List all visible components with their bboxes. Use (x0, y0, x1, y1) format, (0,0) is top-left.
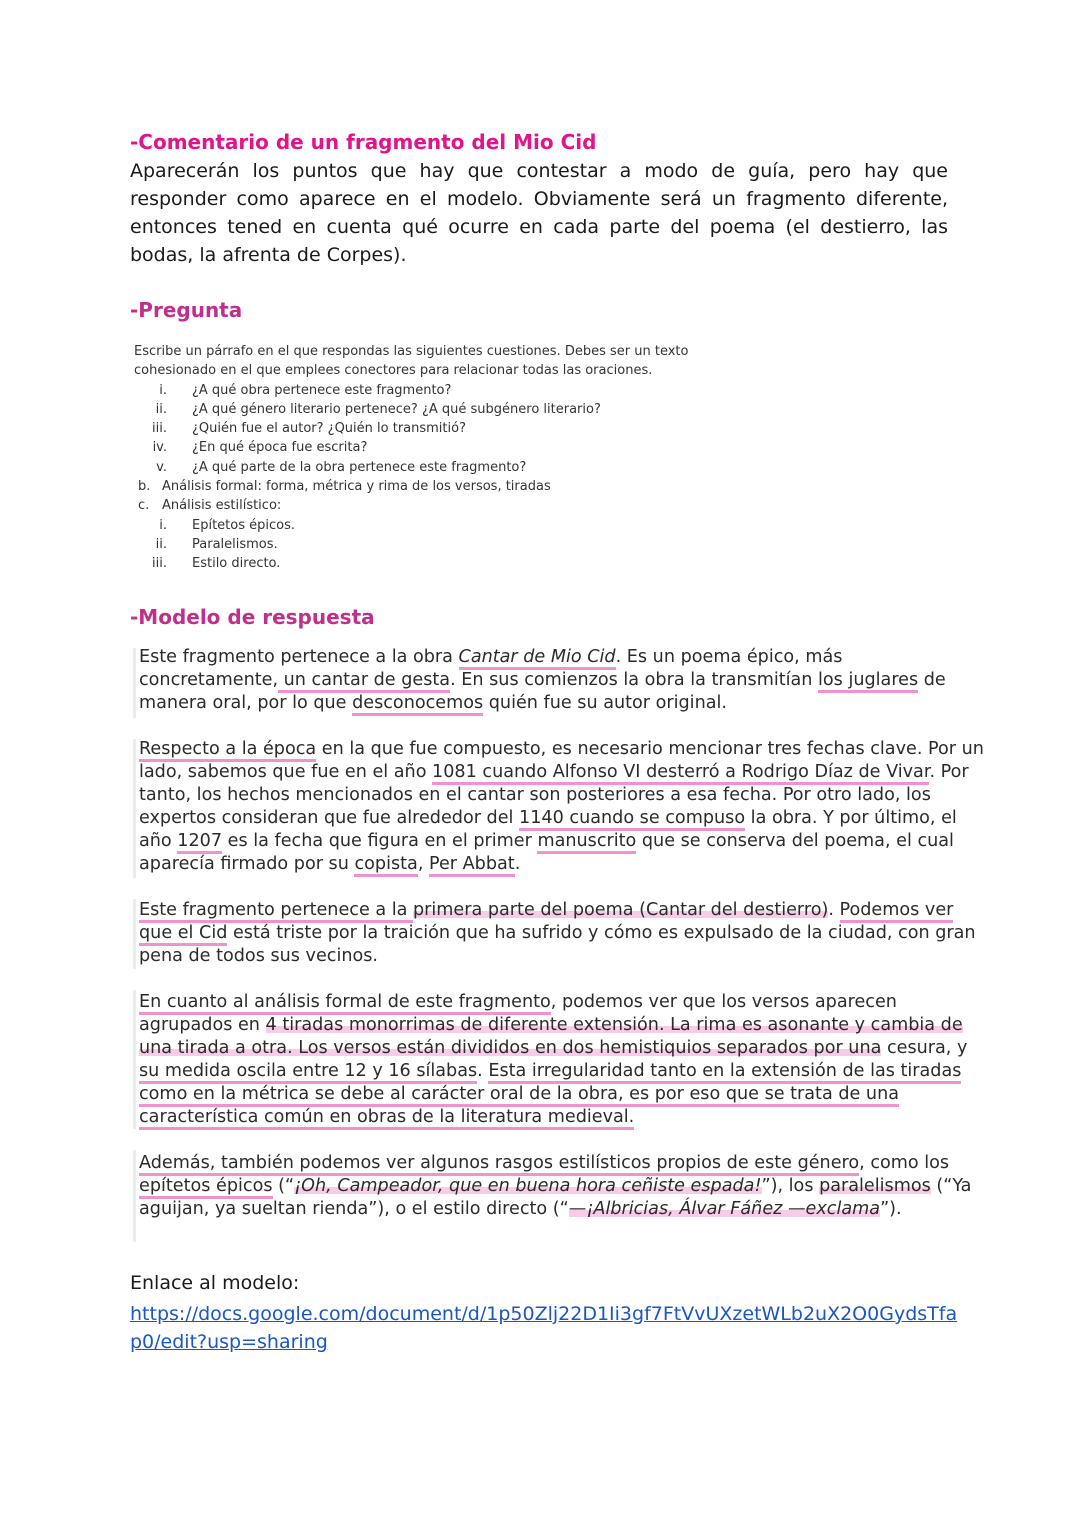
pregunta-item-c: c. Análisis estilístico: (138, 498, 282, 514)
pregunta-subitem: i. Epítetos épicos. (159, 517, 295, 533)
pregunta-item: iv. ¿En qué época fue escrita? (152, 440, 368, 456)
modelo-paragraph-2: Respecto a la época en la que fue compuesto, es necesario mencionar tres fechas clave. Por un lado, sabemos que fue en el año 1081 cuando Alfonso VI desterró a Rodrigo Díaz de Vivar. Por tanto, los hechos mencionados en el cantar son posteriores a esa fecha. Por otro lado, los expertos consideran que fue alrededor del 1140 cuando se compuso la obra. Y por último, el año 1207 es la fecha que figura en el primer manuscrito que se conserva del poema, el cual aparecía firmado por su copista, Per Abbat. (139, 738, 984, 876)
quote-bar (133, 739, 136, 878)
pregunta-item: v. ¿A qué parte de la obra pertenece este fragmento? (156, 459, 527, 475)
pregunta-intro-line: Escribe un párrafo en el que respondas las siguientes cuestiones. Debes ser un texto (134, 344, 689, 359)
comentario-title: -Comentario de un fragmento del Mio Cid (130, 130, 597, 154)
model-document-link[interactable]: https://docs.google.com/document/d/1p50Zlj22D1Ii3gf7FtVvUXzetWLb2uX2O0GydsTfap0/edit?usp=sharing (130, 1303, 958, 1353)
link-label: Enlace al modelo: (130, 1272, 300, 1294)
pregunta-subitem: iii. Estilo directo. (152, 556, 281, 572)
modelo-respuesta (139, 646, 984, 1221)
pregunta-title: -Pregunta (130, 298, 243, 322)
quote-bar (133, 990, 136, 1129)
pregunta-box (134, 342, 734, 574)
quote-bar (133, 648, 136, 718)
modelo-paragraph-1: Este fragmento pertenece a la obra Cantar de Mio Cid. Es un poema épico, más concretamente, un cantar de gesta. En sus comienzos la obra la transmitían los juglares de manera oral, por lo que desconocemos quién fue su autor original. (139, 646, 984, 715)
quote-bar (133, 1150, 136, 1242)
pregunta-item-b: b. Análisis formal: forma, métrica y rima de los versos, tiradas (138, 479, 551, 495)
modelo-paragraph-3: Este fragmento pertenece a la primera parte del poema (Cantar del destierro). Podemos ver que el Cid está triste por la traición que ha sufrido y cómo es expulsado de la ciudad, con gran pena de todos sus vecinos. (139, 900, 976, 966)
pregunta-item: ii. ¿A qué género literario pertenece? ¿A qué subgénero literario? (155, 401, 601, 417)
pregunta-item: iii. ¿Quién fue el autor? ¿Quién lo transmitió? (152, 421, 466, 437)
modelo-paragraph-4: En cuanto al análisis formal de este fragmento, podemos ver que los versos aparecen agrupados en 4 tiradas monorrimas de diferente extensión. La rima es asonante y cambia de una tirada a otra. Los versos están divididos en dos hemistiquios separados por una cesura, y su medida oscila entre 12 y 16 sílabas. Esta irregularidad tanto en la extensión de las tiradas como en la métrica se debe al carácter oral de la obra, es por eso que se trata de una característica común en obras de la literatura medieval. (139, 991, 984, 1129)
pregunta-subitem: ii. Paralelismos. (155, 536, 278, 552)
pregunta-intro-line: cohesionado en el que emplees conectores para relacionar todas las oraciones. (134, 363, 653, 379)
modelo-title: -Modelo de respuesta (130, 605, 375, 629)
quote-bar (133, 899, 136, 969)
modelo-paragraph-5: Además, también podemos ver algunos rasgos estilísticos propios de este género, como los epítetos épicos (“¡Oh, Campeador, que en buena hora ceñiste espada!”), los paralelismos (“Ya aguijan, ya sueltan rienda”), o el estilo directo (“—¡Albricias, Álvar Fáñez —exclama”). (139, 1153, 972, 1219)
intro-paragraph: Aparecerán los puntos que hay que contestar a modo de guía, pero hay que responder como aparece en el modelo. Obviamente será un fragmento diferente, entonces tened en cuenta qué ocurre en cada parte del poema (el destierro, las bodas, la afrenta de Corpes). (130, 160, 948, 266)
pregunta-item: i. ¿A qué obra pertenece este fragmento? (159, 382, 452, 398)
